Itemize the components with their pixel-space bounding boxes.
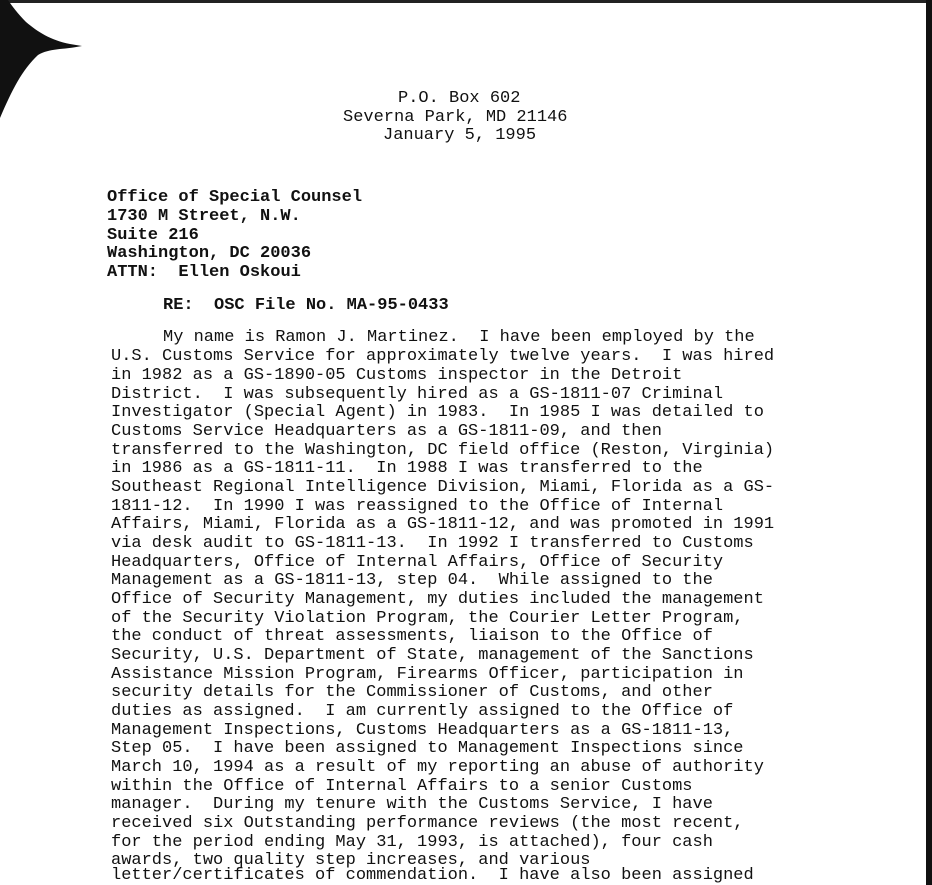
- re-label: RE:: [163, 296, 194, 315]
- body-line: Assistance Mission Program, Firearms Officer, participation in: [111, 665, 744, 684]
- body-line: in 1986 as a GS-1811-11. In 1988 I was transferred to the: [111, 459, 703, 478]
- body-line: Southeast Regional Intelligence Division, Miami, Florida as a GS-: [111, 478, 775, 497]
- recipient-line-2: 1730 M Street, N.W.: [107, 207, 301, 226]
- body-line: March 10, 1994 as a result of my reporting an abuse of authority: [111, 758, 764, 777]
- body-line: for the period ending May 31, 1993, is attached), four cash: [111, 833, 713, 852]
- body-line: manager. During my tenure with the Customs Service, I have: [111, 795, 713, 814]
- re-text: OSC File No. MA-95-0433: [214, 296, 449, 315]
- body-line: security details for the Commissioner of Customs, and other: [111, 683, 713, 702]
- body-line: Investigator (Special Agent) in 1983. In 1985 I was detailed to: [111, 403, 764, 422]
- body-line: letter/certificates of commendation. I have also been assigned: [111, 866, 754, 885]
- body-line: Management Inspections, Customs Headquarters as a GS-1811-13,: [111, 721, 734, 740]
- body-line: via desk audit to GS-1811-13. In 1992 I transferred to Customs: [111, 534, 754, 553]
- body-line: 1811-12. In 1990 I was reassigned to the Office of Internal: [111, 497, 724, 516]
- recipient-line-4: Washington, DC 20036: [107, 244, 312, 263]
- body-line: the conduct of threat assessments, liaison to the Office of: [111, 627, 713, 646]
- body-line: Office of Security Management, my duties included the management: [111, 590, 764, 609]
- recipient-line-3: Suite 216: [107, 226, 199, 245]
- return-address-line-1: P.O. Box 602: [398, 89, 521, 108]
- body-line: Step 05. I have been assigned to Management Inspections since: [111, 739, 744, 758]
- recipient-line-1: Office of Special Counsel: [107, 188, 363, 207]
- body-line: within the Office of Internal Affairs to a senior Customs: [111, 777, 693, 796]
- re-line: [163, 296, 449, 315]
- attn-name: Ellen Oskoui: [178, 263, 301, 282]
- body-line: transferred to the Washington, DC field office (Reston, Virginia): [111, 441, 775, 460]
- torn-corner-mark: [0, 0, 90, 120]
- scan-top-edge: [0, 0, 932, 3]
- body-line: My name is Ramon J. Martinez. I have been employed by the: [163, 328, 755, 347]
- body-line: of the Security Violation Program, the Courier Letter Program,: [111, 609, 744, 628]
- body-line: Security, U.S. Department of State, management of the Sanctions: [111, 646, 754, 665]
- return-address-line-2: Severna Park, MD 21146: [343, 108, 568, 127]
- body-line: District. I was subsequently hired as a GS-1811-07 Criminal: [111, 385, 724, 404]
- body-line: received six Outstanding performance reviews (the most recent,: [111, 814, 744, 833]
- body-line: Affairs, Miami, Florida as a GS-1811-12, and was promoted in 1991: [111, 515, 775, 534]
- attn-line: [107, 263, 301, 282]
- body-line: Headquarters, Office of Internal Affairs, Office of Security: [111, 553, 724, 572]
- attn-label: ATTN:: [107, 263, 159, 282]
- body-line: Customs Service Headquarters as a GS-1811-09, and then: [111, 422, 662, 441]
- body-line: Management as a GS-1811-13, step 04. While assigned to the: [111, 571, 713, 590]
- body-line: in 1982 as a GS-1890-05 Customs inspector in the Detroit: [111, 366, 683, 385]
- body-line: awards, two quality step increases, and various: [111, 851, 591, 870]
- body-line: duties as assigned. I am currently assigned to the Office of: [111, 702, 734, 721]
- return-address-date: January 5, 1995: [383, 126, 537, 145]
- scan-right-edge: [926, 0, 932, 885]
- body-line: U.S. Customs Service for approximately twelve years. I was hired: [111, 347, 775, 366]
